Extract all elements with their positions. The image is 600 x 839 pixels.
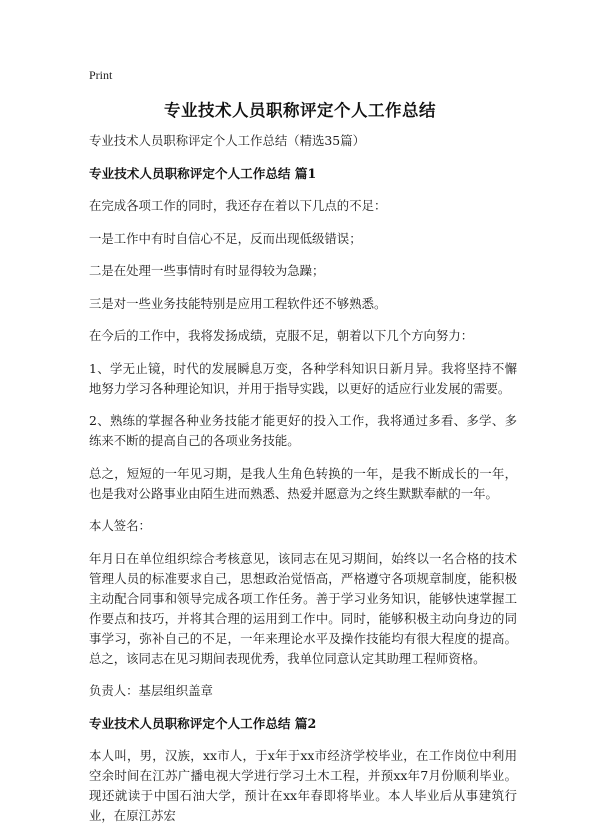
section-heading: 专业技术人员职称评定个人工作总结 篇1 bbox=[89, 165, 317, 181]
paragraph: 在今后的工作中，我将发扬成绩，克服不足，朝着以下几个方向努力： bbox=[89, 328, 474, 343]
paragraph: 总之，短短的一年见习期，是我人生角色转换的一年，是我不断成长的一年，也是我对公路事业由陌生进而熟悉、热爱并愿意为之终生默默奉献的一年。 bbox=[89, 465, 517, 501]
paragraph: 二是在处理一些事情时有时显得较为急躁； bbox=[89, 263, 325, 278]
paragraph: 一是工作中有时自信心不足，反而出现低级错误； bbox=[89, 230, 362, 246]
print-link[interactable]: Print bbox=[89, 68, 113, 82]
paragraph: 三是对一些业务技能特别是应用工程软件还不够熟悉。 bbox=[89, 295, 387, 311]
paragraph: 年月日在单位组织综合考核意见，该同志在见习期间，始终以一名合格的技术管理人员的标准要求自己，思想政治觉悟高，严格遵守各项规章制度，能积极主动配合同事和领导完成各项工作任务。善于学习业务知识，能够快速掌握工作要点和技巧，并将其合理的运用到工作中。同时，能够积极主动向身边的同事学习，弥补自己的不足，一年来理论水平及操作技能均有很大程度的提高。总之，该同志在见习期间表现优秀，我单位同意认定其助理工程师资格。 bbox=[89, 550, 517, 666]
section-heading: 专业技术人员职称评定个人工作总结 篇2 bbox=[89, 715, 317, 731]
page-title: 专业技术人员职称评定个人工作总结 bbox=[164, 101, 436, 120]
paragraph: 在完成各项工作的同时，我还存在着以下几点的不足： bbox=[89, 198, 387, 213]
document-subtitle: 专业技术人员职称评定个人工作总结（精选35篇） bbox=[89, 133, 365, 148]
paragraph: 1、学无止镜，时代的发展瞬息万变，各种学科知识日新月异。我将坚持不懈地努力学习各种理论知识，并用于指导实践，以更好的适应行业发展的需要。 bbox=[89, 360, 517, 396]
paragraph: 本人叫，男，汉族，xx市人，于x年于xx市经济学校毕业，在工作岗位中利用空余时间在江苏广播电视大学进行学习土木工程，并预xx年7月份顺利毕业。现还就读于中国石油大学，预计在xx年春即将毕业。本人毕业后从事建筑行业，在原江苏宏 bbox=[89, 748, 517, 823]
paragraph: 2、熟练的掌握各种业务技能才能更好的投入工作，我将通过多看、多学、多练来不断的提高自己的各项业务技能。 bbox=[89, 413, 517, 448]
responsible-person-line: 负责人：基层组织盖章 bbox=[89, 683, 213, 698]
signature-line: 本人签名： bbox=[89, 518, 151, 533]
document-body bbox=[89, 131, 517, 839]
